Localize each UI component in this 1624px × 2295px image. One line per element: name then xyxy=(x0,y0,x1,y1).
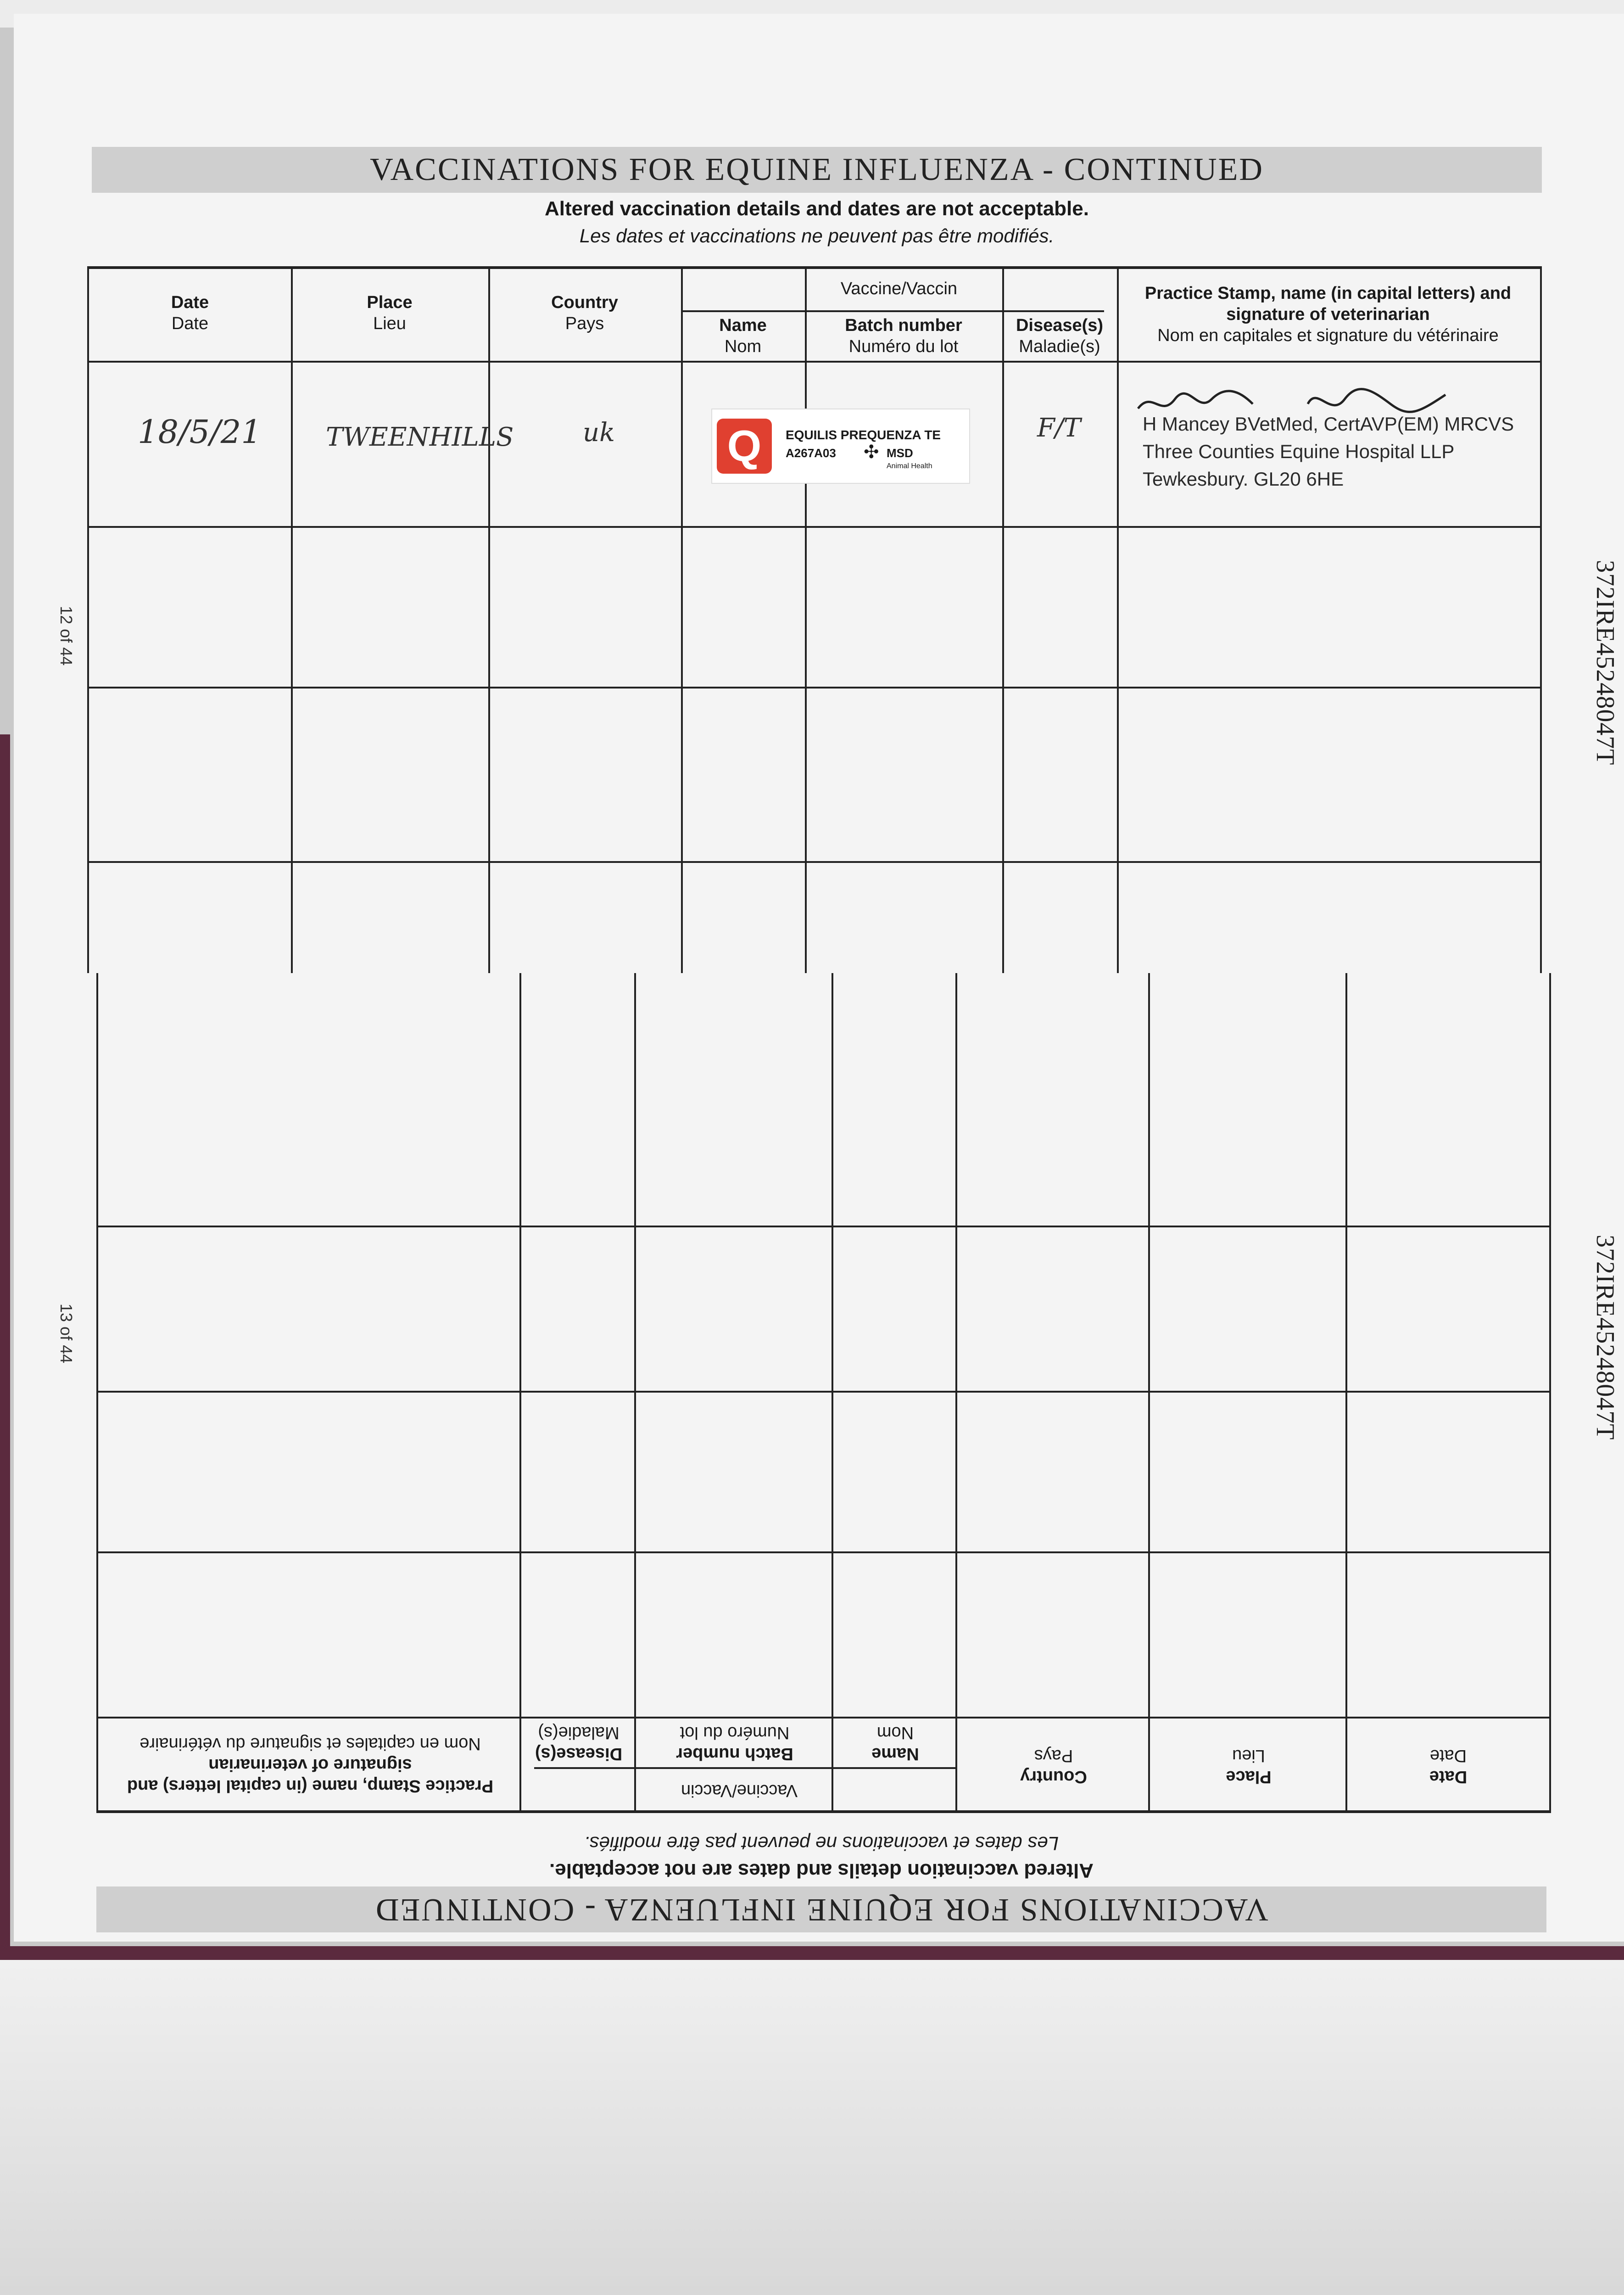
vaccine-logo-icon: Q xyxy=(717,419,772,474)
header-place-bottom: Place Lieu xyxy=(1226,1746,1272,1786)
header-country: Country Pays xyxy=(551,293,618,333)
page-bottom xyxy=(14,973,1624,1942)
page-title-bottom: VACCINATIONS FOR EQUINE INFLUENZA - CONTINUED xyxy=(374,1892,1268,1927)
header-name-bottom: Name Nom xyxy=(871,1723,919,1763)
header-date: Date Date xyxy=(171,293,209,333)
page-title: VACCINATIONS FOR EQUINE INFLUENZA - CONTINUED xyxy=(370,152,1264,187)
header-country-bottom: Country Pays xyxy=(1020,1746,1087,1786)
header-stamp-bottom: Practice Stamp, name (in capital letters) and signature of veterinarian Nom en capitales et signature du vétérinaire xyxy=(127,1734,494,1796)
page-number-bottom: 13 of 44 xyxy=(57,1304,76,1364)
vaccine-maker: MSD xyxy=(887,446,913,460)
vaccination-table-bottom xyxy=(96,973,1551,1813)
entry-disease: F/T xyxy=(1037,413,1081,443)
msd-logo-icon: ✣ xyxy=(864,442,879,462)
vaccine-maker-sub: Animal Health xyxy=(887,462,932,470)
header-name: Name Nom xyxy=(719,316,767,356)
notice-english-bottom: Altered vaccination details and dates are not acceptable. xyxy=(549,1859,1094,1882)
vaccine-name: EQUILIS PREQUENZA TE xyxy=(786,428,941,442)
passport-cover-edge xyxy=(0,1946,1624,1960)
header-place: Place Lieu xyxy=(367,293,413,333)
scanner-bed-bottom xyxy=(0,1960,1624,2295)
vaccination-table xyxy=(87,266,1542,982)
entry-country: uk xyxy=(583,418,615,448)
header-disease: Disease(s) Maladie(s) xyxy=(1016,316,1104,356)
header-vaccine-group: Vaccine/Vaccin xyxy=(840,279,958,298)
stamp-line-1: H Mancey BVetMed, CertAVP(EM) MRCVS xyxy=(1143,413,1514,435)
passport-serial-top: 372IRE45248047T xyxy=(1591,560,1619,766)
passport-cover-left xyxy=(0,734,10,1946)
header-disease-bottom: Disease(s) Maladie(s) xyxy=(535,1723,623,1763)
header-date-bottom: Date Date xyxy=(1429,1746,1468,1786)
entry-place: TWEENHILLS xyxy=(326,422,514,452)
entry-date: 18/5/21 xyxy=(138,413,262,451)
stamp-line-3: Tewkesbury. GL20 6HE xyxy=(1143,468,1344,490)
vet-signature xyxy=(1133,381,1464,422)
header-batch-bottom: Batch number Numéro du lot xyxy=(676,1723,793,1763)
notice-english: Altered vaccination details and dates are not acceptable. xyxy=(545,197,1089,220)
header-vaccine-group-bottom: Vaccine/Vaccin xyxy=(681,1781,798,1800)
page-top xyxy=(14,14,1624,982)
notice-french: Les dates et vaccinations ne peuvent pas être modifiés. xyxy=(579,225,1055,246)
page-number-top: 12 of 44 xyxy=(57,606,76,666)
header-stamp: Practice Stamp, name (in capital letters) and signature of veterinarian Nom en capitales et signature du vétérinaire xyxy=(1144,284,1512,345)
vaccine-batch: A267A03 xyxy=(786,446,836,460)
header-batch: Batch number Numéro du lot xyxy=(845,316,962,356)
vaccine-sticker xyxy=(711,409,970,484)
stamp-line-2: Three Counties Equine Hospital LLP xyxy=(1143,441,1455,462)
passport-serial-bottom: 372IRE45248047T xyxy=(1591,1235,1619,1440)
notice-french-bottom: Les dates et vaccinations ne peuvent pas être modifiés. xyxy=(584,1833,1059,1854)
